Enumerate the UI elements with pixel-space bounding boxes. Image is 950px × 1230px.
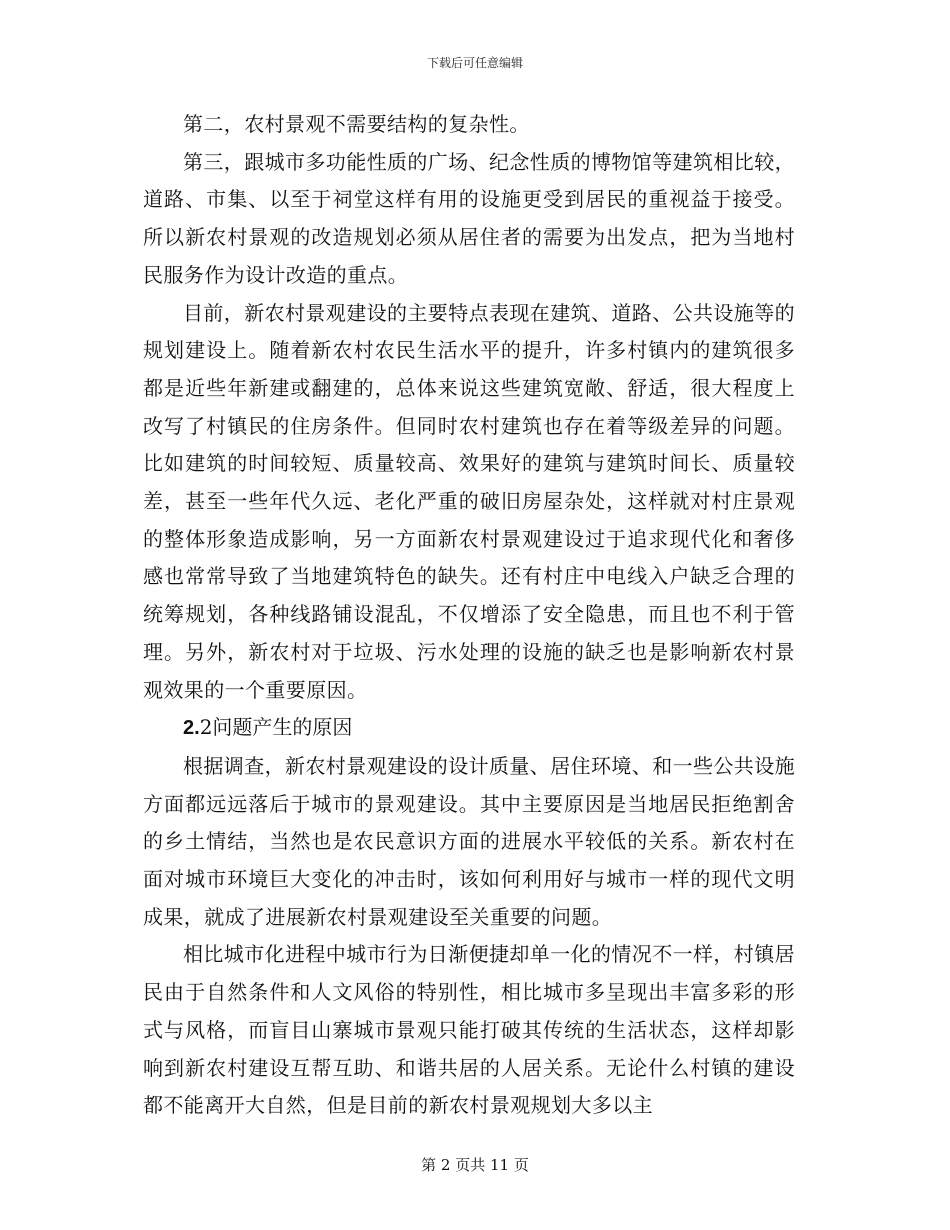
section-heading (143, 709, 795, 748)
paragraph-survey: 根据调查，新农村景观建设的设计质量、居住环境、和一些公共设施方面都远远落后于城市的景观建设。其中主要原因是当地居民拒绝割舍的乡土情结，当然也是农民意识方面的进展水平较低的关系。新农村在面对城市环境巨大变化的冲击时，该如何利用好与城市一样的现代文明成果，就成了进展新农村景观建设至关重要的问题。 (143, 753, 795, 929)
page-header: 下载后可任意编辑 (426, 56, 523, 70)
paragraph-second-point: 第二，农村景观不需要结构的复杂性。 (183, 112, 530, 136)
paragraph-third-point: 第三，跟城市多功能性质的广场、纪念性质的博物馆等建筑相比较，道路、市集、以至于祠堂这样有用的设施更受到居民的重视益于接受。所以新农村景观的改造规划必须从居住者的需要为出发点，把为当地村民服务作为设计改造的重点。 (143, 149, 795, 287)
section-heading-number: 2. (183, 717, 200, 740)
paragraph-urbanization: 相比城市化进程中城市行为日渐便捷却单一化的情况不一样，村镇居民由于自然条件和人文风俗的特别性，相比城市多呈现出丰富多彩的形式与风格，而盲目山寨城市景观只能打破其传统的生活状态，这样却影响到新农村建设互帮互助、和谐共居的人居关系。无论什么村镇的建设都不能离开大自然，但是目前的新农村景观规划大多以主 (143, 942, 795, 1118)
document-body (143, 106, 795, 1125)
section-heading-text: 2问题产生的原因 (199, 715, 353, 740)
page-footer: 第 2 页共 11 页 (421, 1156, 529, 1174)
paragraph-current-features: 目前，新农村景观建设的主要特点表现在建筑、道路、公共设施等的规划建设上。随着新农村农民生活水平的提升，许多村镇内的建筑很多都是近些年新建或翻建的，总体来说这些建筑宽敞、舒适，很大程度上改写了村镇民的住房条件。但同时农村建筑也存在着等级差异的问题。比如建筑的时间较短、质量较高、效果好的建筑与建筑时间长、质量较差，甚至一些年代久远、老化严重的破旧房屋杂处，这样就对村庄景观的整体形象造成影响，另一方面新农村景观建设过于追求现代化和奢侈感也常常导致了当地建筑特色的缺失。还有村庄中电线入户缺乏合理的统筹规划，各种线路铺设混乱，不仅增添了安全隐患，而且也不利于管理。另外，新农村对于垃圾、污水处理的设施的缺乏也是影响新农村景观效果的一个重要原因。 (143, 300, 795, 702)
